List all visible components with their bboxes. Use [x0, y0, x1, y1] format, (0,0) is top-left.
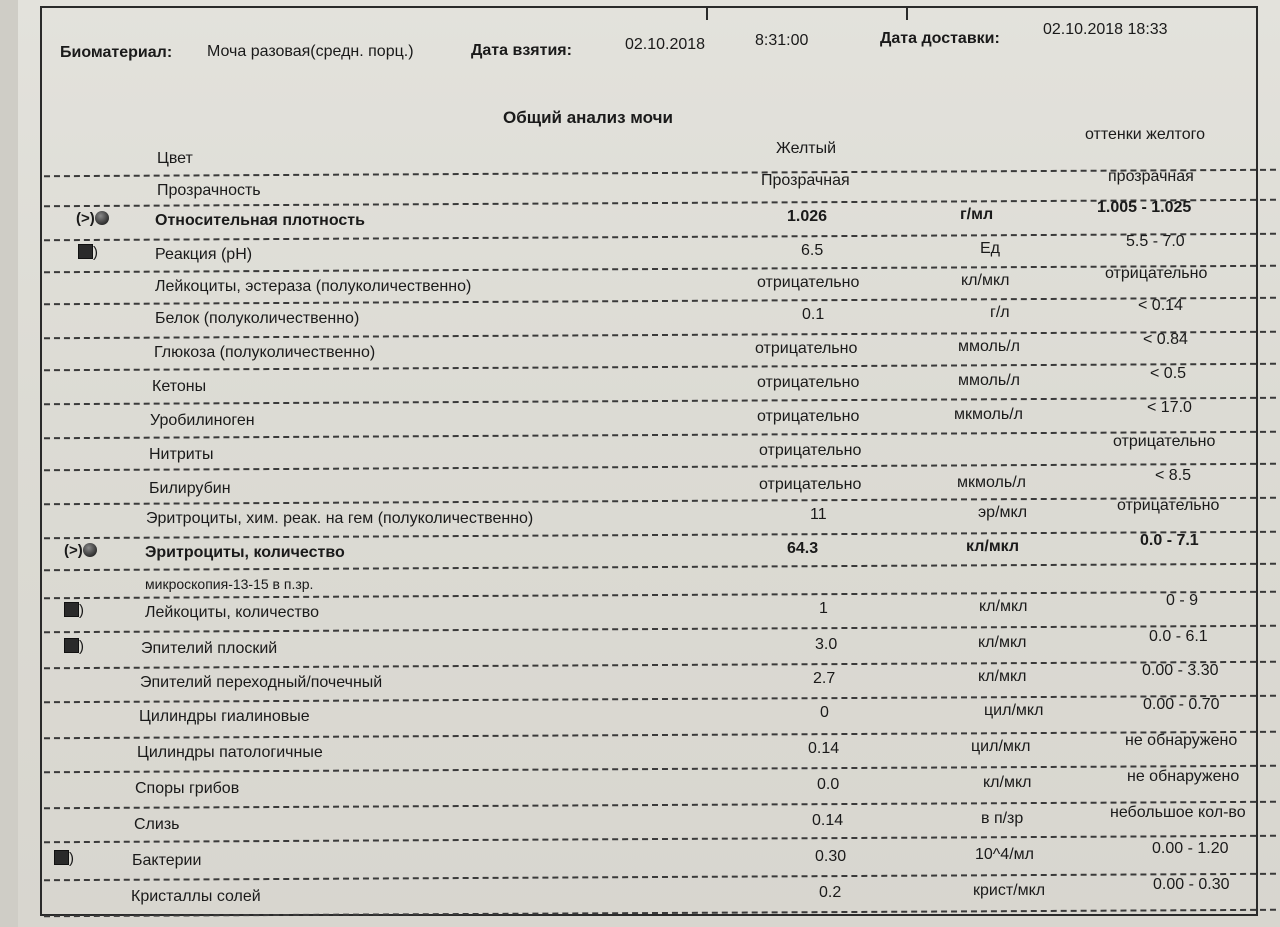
test-reference: < 0.84: [1143, 331, 1188, 348]
biomaterial-value: Моча разовая(средн. порц.): [207, 43, 414, 60]
test-result: отрицательно: [757, 274, 860, 291]
test-name: Слизь: [134, 816, 180, 833]
test-name: Кристаллы солей: [131, 888, 261, 905]
flag-marker: [76, 210, 109, 227]
test-result: 2.7: [813, 670, 836, 687]
test-unit: мкмоль/л: [957, 474, 1026, 491]
test-unit: кл/мкл: [966, 538, 1020, 555]
test-reference: < 17.0: [1147, 399, 1192, 416]
test-unit: крист/мкл: [973, 882, 1046, 899]
test-reference: 0.00 - 1.20: [1152, 840, 1229, 857]
test-name: Прозрачность: [157, 182, 261, 199]
test-name: Относительная плотность: [155, 212, 365, 229]
test-unit: эр/мкл: [978, 504, 1028, 521]
test-unit: мкмоль/л: [954, 406, 1023, 423]
test-unit: г/мл: [960, 206, 994, 223]
test-name: Цилиндры патологичные: [137, 744, 323, 761]
test-name: Эритроциты, хим. реак. на гем (полуколичественно): [146, 510, 534, 527]
test-result: отрицательно: [757, 408, 860, 425]
test-name: Лейкоциты, эстераза (полуколичественно): [155, 278, 472, 295]
test-reference: не обнаружено: [1125, 732, 1238, 749]
test-name: Эпителий переходный/почечный: [140, 674, 383, 691]
test-result: 0.0: [817, 776, 840, 793]
test-reference: прозрачная: [1108, 168, 1194, 185]
test-name: Нитриты: [149, 446, 214, 463]
test-reference: 0.00 - 0.70: [1143, 696, 1220, 713]
test-result: 0.30: [815, 848, 847, 865]
test-result: 6.5: [801, 242, 824, 259]
test-result: отрицательно: [755, 340, 858, 357]
test-unit: кл/мкл: [961, 272, 1010, 289]
test-name: Глюкоза (полуколичественно): [154, 344, 376, 361]
test-name: Уробилиноген: [150, 412, 255, 429]
test-name: Белок (полуколичественно): [155, 310, 360, 327]
delivery-label: Дата доставки:: [880, 30, 1000, 47]
test-name: Цилиндры гиалиновые: [139, 708, 310, 725]
test-result: Желтый: [776, 140, 837, 157]
test-result: 0.14: [808, 740, 840, 757]
flag-marker: [62, 602, 84, 619]
flag-text: ): [69, 850, 74, 867]
test-result: 11: [810, 506, 827, 523]
test-name: Реакция (pH): [155, 246, 253, 263]
test-name: Эпителий плоский: [141, 640, 278, 657]
taken-label: Дата взятия:: [471, 42, 572, 59]
test-unit: кл/мкл: [978, 634, 1027, 651]
flag-text: ): [79, 638, 84, 655]
test-reference: 5.5 - 7.0: [1126, 233, 1185, 250]
test-name: Цвет: [157, 150, 193, 167]
test-reference: < 8.5: [1155, 467, 1192, 484]
test-result: 64.3: [787, 540, 819, 557]
test-unit: ммоль/л: [958, 372, 1020, 389]
flag-marker: [62, 638, 84, 655]
test-result: 0.2: [819, 884, 842, 901]
test-reference: 0.0 - 7.1: [1140, 532, 1199, 549]
flag-marker: [64, 542, 97, 559]
test-name: Билирубин: [149, 480, 231, 497]
test-name: Бактерии: [132, 852, 202, 869]
square-marker-icon: [64, 638, 79, 653]
square-marker-icon: [54, 850, 69, 865]
test-reference: 0.0 - 6.1: [1149, 628, 1208, 645]
flag-text: ): [79, 602, 84, 619]
test-unit: ммоль/л: [958, 338, 1020, 355]
high-dot-icon: [95, 211, 109, 225]
test-result: 1.026: [787, 208, 828, 225]
test-unit: кл/мкл: [979, 598, 1028, 615]
taken-time: 8:31:00: [755, 32, 809, 49]
biomaterial-label: Биоматериал:: [60, 44, 173, 61]
test-unit: г/л: [990, 304, 1010, 321]
test-unit: в п/зр: [981, 810, 1024, 827]
test-result: 3.0: [815, 636, 838, 653]
test-reference: отрицательно: [1105, 265, 1208, 282]
test-result: 0.14: [812, 812, 844, 829]
test-unit: кл/мкл: [983, 774, 1032, 791]
test-reference: оттенки желтого: [1085, 126, 1205, 143]
test-reference: 0.00 - 0.30: [1153, 876, 1230, 893]
test-name: Эритроциты, количество: [145, 544, 345, 561]
test-reference: < 0.5: [1150, 365, 1187, 382]
test-unit: Ед: [980, 240, 1001, 257]
square-marker-icon: [64, 602, 79, 617]
test-reference: < 0.14: [1138, 297, 1183, 314]
test-reference: отрицательно: [1117, 497, 1220, 514]
test-name: Споры грибов: [135, 780, 240, 797]
test-result: 0.1: [802, 306, 825, 323]
test-reference: 1.005 - 1.025: [1097, 199, 1192, 216]
test-result: отрицательно: [759, 442, 862, 459]
delivery-value: 02.10.2018 18:33: [1043, 21, 1168, 38]
test-result: 0: [820, 704, 829, 721]
high-dot-icon: [83, 543, 97, 557]
test-unit: 10^4/мл: [975, 846, 1034, 863]
report-title: Общий анализ мочи: [503, 108, 673, 127]
test-result: Прозрачная: [761, 172, 850, 189]
test-unit: цил/мкл: [984, 702, 1044, 719]
taken-date: 02.10.2018: [625, 36, 706, 53]
flag-text: (>): [76, 210, 95, 227]
test-name: микроскопия-13-15 в п.зр.: [145, 576, 314, 592]
test-result: 1: [819, 600, 828, 617]
test-name: Лейкоциты, количество: [145, 604, 320, 621]
test-unit: кл/мкл: [978, 668, 1027, 685]
test-result: отрицательно: [759, 476, 862, 493]
flag-text: (>): [64, 542, 83, 559]
flag-text: ): [93, 244, 98, 261]
report-header: [0, 21, 1280, 70]
test-result: отрицательно: [757, 374, 860, 391]
test-reference: отрицательно: [1113, 433, 1216, 450]
test-reference: 0.00 - 3.30: [1142, 662, 1219, 679]
flag-marker: [76, 244, 98, 261]
test-unit: цил/мкл: [971, 738, 1031, 755]
test-reference: 0 - 9: [1166, 592, 1199, 609]
test-reference: не обнаружено: [1127, 768, 1240, 785]
square-marker-icon: [78, 244, 93, 259]
flag-marker: [52, 850, 74, 867]
test-reference: небольшое кол-во: [1110, 804, 1246, 821]
test-name: Кетоны: [152, 378, 207, 395]
